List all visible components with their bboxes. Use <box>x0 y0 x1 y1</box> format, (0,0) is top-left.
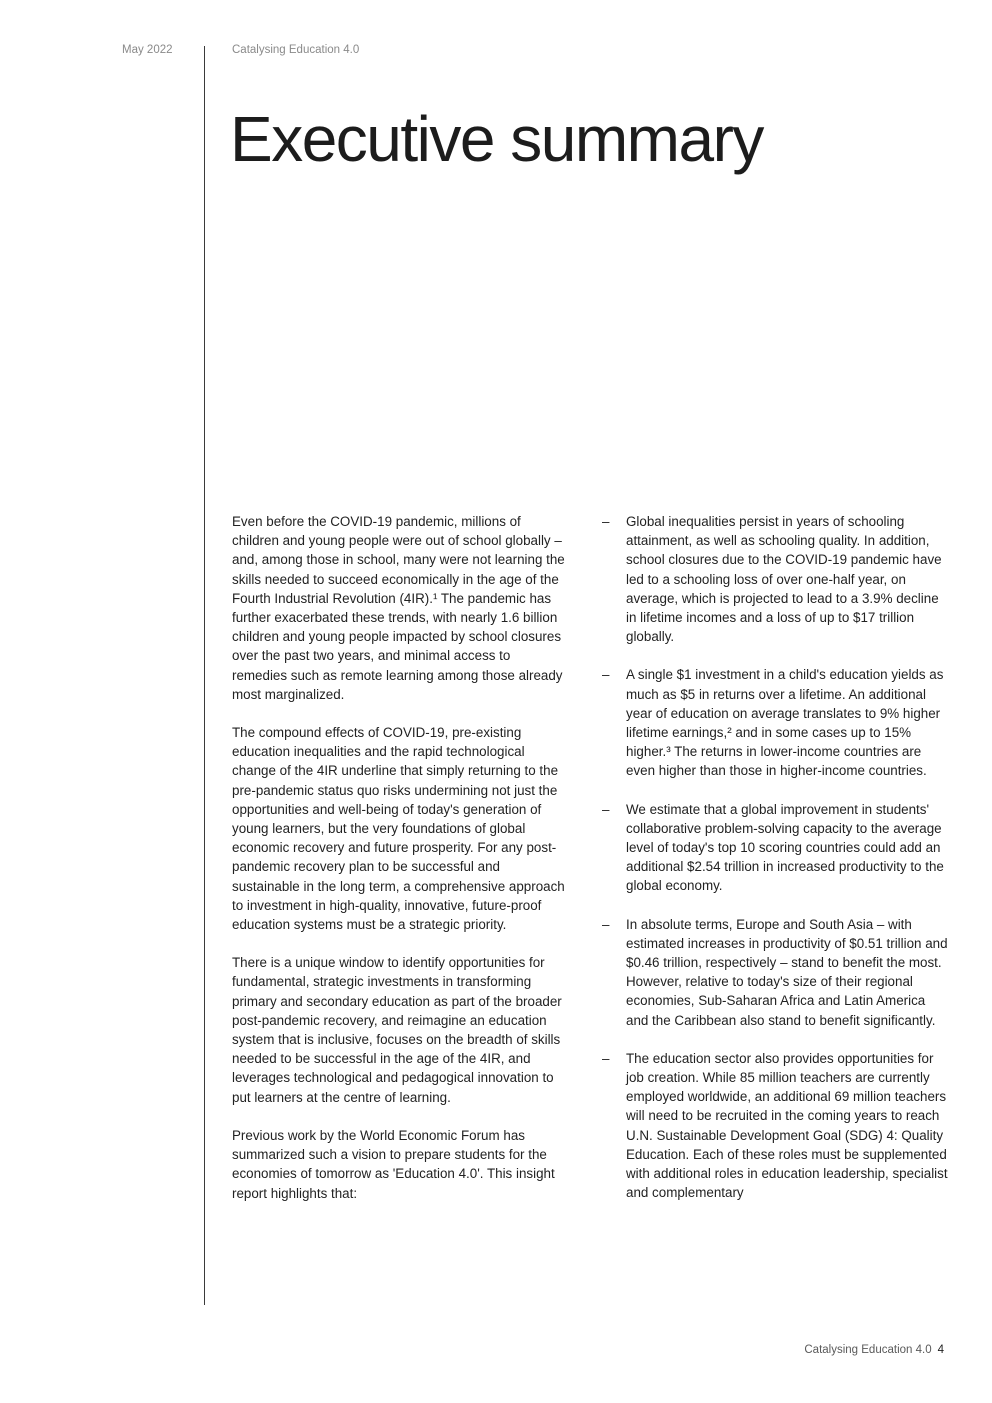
list-item <box>602 915 950 1030</box>
dash-bullet-icon: – <box>602 667 610 683</box>
left-column <box>232 512 568 1222</box>
list-item <box>602 512 950 646</box>
paragraph-3: There is a unique window to identify opportunities for fundamental, strategic investments in transforming primary and secondary education as part of the broader post-pandemic recovery, and reimagine an education system that is inclusive, focuses on the breadth of skills needed to be successful in the age of the 4IR, and leverages technological and pedagogical innovation to put learners at the centre of learning. <box>232 955 562 1105</box>
bullet-text: Global inequalities persist in years of schooling attainment, as well as schooling quality. In addition, school closures due to the COVID-19 pandemic have led to a schooling loss of over one-half year, on average, which is projected to lead to a 3.9% decline in lifetime incomes and a loss of up to $17 trillion globally. <box>626 514 942 645</box>
vertical-rule <box>204 46 205 1305</box>
page-title: Executive summary <box>230 103 763 175</box>
bullet-text: A single $1 investment in a child's education yields as much as $5 in returns over a lifetime. An additional year of education on average translates to 9% higher lifetime earnings,² and in some cases up to 15% higher.³ The returns in lower-income countries are even higher than those in higher-income countries. <box>626 667 944 779</box>
bullet-text: The education sector also provides opportunities for job creation. While 85 million teachers are currently employed worldwide, an additional 69 million teachers will need to be recruited in the coming years to reach U.N. Sustainable Development Goal (SDG) 4: Quality Education. Each of these roles must be supplemented with additional roles in education leadership, specialist and complementary <box>626 1050 948 1201</box>
dash-bullet-icon: – <box>602 801 610 817</box>
paragraph-1: Even before the COVID-19 pandemic, millions of children and young people were out of school globally – and, among those in school, many were not learning the skills needed to succeed economically in the age of the Fourth Industrial Revolution (4IR).¹ The pandemic has further exacerbated these trends, with nearly 1.6 billion children and young people impacted by school closures over the past two years, and minimal access to remedies such as remote learning among those already most marginalized. <box>232 514 565 702</box>
bullet-text: We estimate that a global improvement in students' collaborative problem-solving capacity to the average level of today's top 10 scoring countries could add an additional $2.54 trillion in increased productivity to the global economy. <box>626 801 944 894</box>
header-doc-title: Catalysing Education 4.0 <box>232 44 360 56</box>
paragraph-4: Previous work by the World Economic Forum has summarized such a vision to prepare students for the economies of tomorrow as 'Education 4.0'. This insight report highlights that: <box>232 1127 555 1201</box>
dash-bullet-icon: – <box>602 916 610 932</box>
footer-doc-title: Catalysing Education 4.0 <box>804 1344 932 1356</box>
page-number: 4 <box>937 1344 944 1356</box>
paragraph-2: The compound effects of COVID-19, pre-existing education inequalities and the rapid technological change of the 4IR underline that simply returning to the pre-pandemic status quo risks undermining not just the opportunities and well-being of today's generation of young learners, but the very foundations of global economic recovery and future prosperity. For any post-pandemic recovery plan to be successful and sustainable in the long term, a comprehensive approach to investment in high-quality, innovative, future-proof education systems must be a strategic priority. <box>232 725 565 933</box>
list-item <box>602 800 950 896</box>
list-item <box>602 665 950 780</box>
bullet-text: In absolute terms, Europe and South Asia – with estimated increases in productivity of $0.51 trillion and $0.46 trillion, respectively – stand to benefit the most. However, relative to today's size of their regional economies, Sub-Saharan Africa and Latin America and the Caribbean also stand to benefit significantly. <box>626 916 948 1028</box>
list-item <box>602 1049 950 1203</box>
header-date: May 2022 <box>122 44 173 56</box>
dash-bullet-icon: – <box>602 514 610 529</box>
dash-bullet-icon: – <box>602 1050 610 1066</box>
page-footer <box>804 1344 944 1356</box>
right-column-bullet-list <box>602 512 950 1222</box>
